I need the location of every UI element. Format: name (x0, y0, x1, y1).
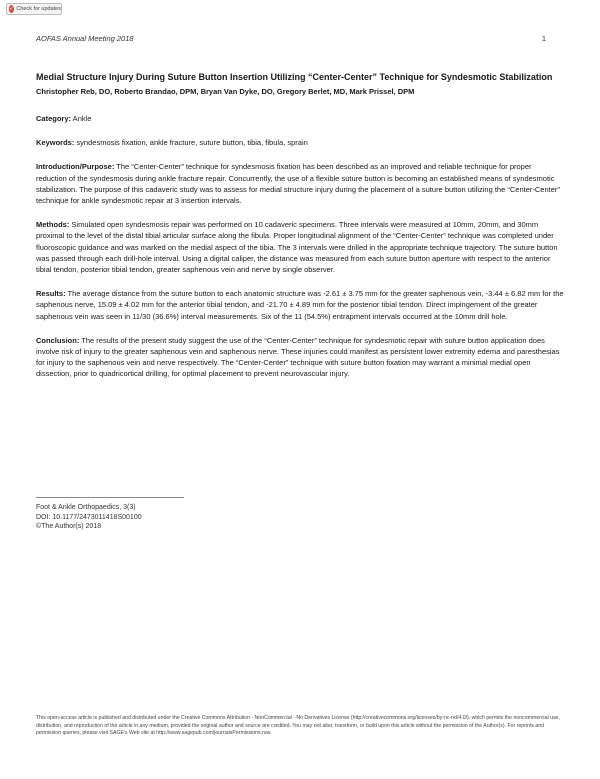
check-updates-icon: ✓ (9, 6, 15, 12)
footer-divider (36, 497, 184, 498)
methods-text: Simulated open syndesmosis repair was performed on 10 cadaveric specimens. Three intervals were measured at 10mm, 20mm, and 30mm proximal to the level of the distal tibial articular surface along the fibula. Proper longitudinal alignment of the “Center-Center” technique was completed under fluoroscopic guidance and was marked on the medial aspect of the tibia. The 3 intervals were drilled in the appropriate technique trajectory. The suture button was passed through each drill-hole interval. Using a digital caliper, the distance was measured from each suture button aperture with respect to the anterior tibial tendon, posterior tibial tendon, greater saphenous vein and nerve by single observer. (36, 220, 558, 275)
results-text: The average distance from the suture button to each anatomic structure was -2.61 ± 3.75 mm for the greater saphenous vein, -3.44 ± 6.82 mm for the saphenous nerve, 15.09 ± 4.02 mm for the anterior tibial tendon, and -21.70 ± 4.89 mm for the posterior tibial tendon. Direct impingement of the greater saphenous vein was seen in 11/30 (36.6%) interval measurements. Six of the 11 (54.5%) entrapment intervals occurred at the 10mm drill hole. (36, 289, 564, 321)
category-line (36, 113, 564, 124)
article-title: Medial Structure Injury During Suture Button Insertion Utilizing “Center-Center” Technique for Syndesmotic Stabilization (36, 72, 553, 82)
running-head: AOFAS Annual Meeting 2018 (36, 34, 134, 43)
results-label: Results: (36, 289, 66, 299)
methods-label: Methods: (36, 220, 70, 230)
author-list: Christopher Reb, DO, Roberto Brandao, DPM, Bryan Van Dyke, DO, Gregory Berlet, MD, Mark Prissel, DPM (36, 87, 415, 96)
conclusion-label: Conclusion: (36, 335, 80, 345)
methods-section (36, 219, 564, 275)
results-section (36, 288, 564, 322)
license-notice: This open-access article is published and distributed under the Creative Commons Attribution - NonCommercial - No Derivatives License (http://creativecommons.org/licenses/by-nc-nd/4.0/), which permits the noncommercial use, distribution, and reproduction of the article in any medium, provided the original author and source are credited. You may not alter, transform, or build upon this article without the permission of the Author(s). For reprints and permission queries, please visit SAGE's Web site at http://www.sagepub.com/journalsPermissions.nav. (36, 715, 560, 737)
keywords-value: syndesmosis fixation, ankle fracture, suture button, tibia, fibula, sprain (74, 138, 308, 148)
page-number: 1 (541, 34, 546, 43)
copyright-text: ©The Author(s) 2018 (36, 523, 102, 530)
check-updates-badge[interactable] (6, 3, 62, 15)
article-body (36, 71, 564, 380)
conclusion-text: The results of the present study suggest the use of the “Center-Center” technique for syndesmotic repair with suture button application does involve risk of injury to the greater saphenous vein and saphenous nerve. These injuries could manifest as persistent lower extremity edema and paresthesias for injury to the saphenous vein and nerve respectively. The “Center-Center” technique with suture button fixation may warrant a minimal medial open dissection, prior to quadricortical drilling, for optimal placement to prevent neurovascular injury. (36, 335, 560, 379)
doi-text: DOI: 10.1177/2473011418S00100 (36, 513, 142, 521)
conclusion-section (36, 335, 564, 380)
journal-footer (36, 503, 142, 532)
category-value: Ankle (71, 114, 92, 123)
journal-name: Foot & Ankle Orthopaedics, 3(3) (36, 504, 136, 511)
keywords-line (36, 137, 564, 148)
category-label: Category: (36, 114, 72, 123)
check-updates-label: Check for updates (16, 6, 61, 12)
introduction-section (36, 161, 564, 206)
introduction-label: Introduction/Purpose: (36, 162, 115, 172)
introduction-text: The “Center-Center” technique for syndesmosis fixation has been described as an improved and reliable technique for proper reduction of the syndesmosis during ankle fracture repair. Concurrently, the use of a flexible suture button is becoming an established means of syndesmotic stabilization. The purpose of this cadaveric study was to assess for medial structure injury during the placement of a suture button utilizing the “Center-Center” technique for ankle syndesmotic repair at 3 insertion intervals. (36, 162, 560, 206)
keywords-label: Keywords: (36, 138, 75, 148)
